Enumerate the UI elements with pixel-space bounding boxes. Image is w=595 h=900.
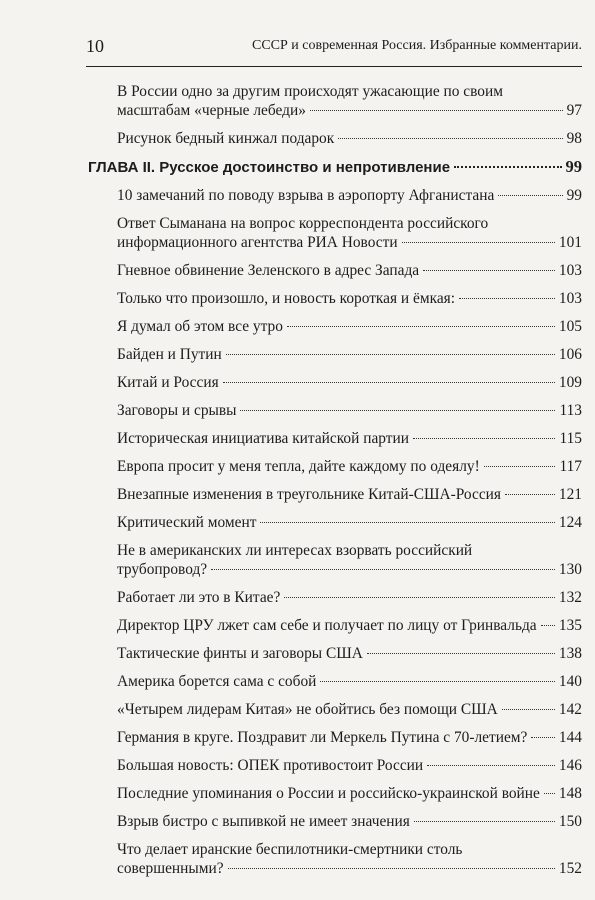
toc-entry-last-line xyxy=(117,345,582,364)
toc-entry xyxy=(117,345,582,364)
toc-entry-last-line xyxy=(117,756,582,775)
toc-entry-last-line xyxy=(117,784,582,803)
toc-entry-title-line: В России одно за другим происходят ужасающие по своим xyxy=(117,83,503,100)
dot-leader xyxy=(310,110,563,111)
toc-entry-last-line xyxy=(117,588,582,607)
dot-leader xyxy=(338,138,562,139)
table-of-contents xyxy=(88,82,582,887)
dot-leader xyxy=(413,438,556,439)
toc-entry-last-line xyxy=(117,457,582,476)
toc-entry xyxy=(117,401,582,420)
toc-entry-title: Рисунок бедный кинжал подарок xyxy=(117,130,335,147)
toc-entry-last-line xyxy=(117,289,582,308)
toc-page-number: 98 xyxy=(566,130,582,147)
toc-entry-last-line xyxy=(117,859,582,878)
toc-entry-last-line xyxy=(117,485,582,504)
toc-entry-title: Я думал об этом все утро xyxy=(117,318,283,335)
toc-page-number: 146 xyxy=(558,757,582,774)
toc-entry xyxy=(117,429,582,448)
toc-entry-last-line xyxy=(117,233,582,252)
toc-chapter-heading xyxy=(88,157,582,177)
toc-page-number: 152 xyxy=(558,860,582,877)
toc-entry-title-line: Не в американских ли интересах взорвать российский xyxy=(117,542,473,559)
toc-entry-last-line xyxy=(117,560,582,579)
toc-entry-title: информационного агентства РИА Новости xyxy=(117,234,398,251)
toc-entry-title: Последние упоминания о России и российско-украинской войне xyxy=(117,785,540,802)
toc-entry-last-line xyxy=(117,728,582,747)
toc-entry-title: Внезапные изменения в треугольнике Китай-США-Россия xyxy=(117,486,501,503)
toc-page-number: 105 xyxy=(558,318,582,335)
toc-entry xyxy=(117,513,582,532)
toc-entry xyxy=(117,756,582,775)
dot-leader xyxy=(502,709,555,710)
dot-leader xyxy=(541,625,555,626)
dot-leader xyxy=(223,382,555,383)
toc-page-number: 124 xyxy=(558,514,582,531)
toc-entry xyxy=(117,373,582,392)
toc-entry-last-line xyxy=(117,373,582,392)
toc-page-number: 132 xyxy=(558,589,582,606)
toc-entry-title: Германия в круге. Поздравит ли Меркель Путина с 70-летием? xyxy=(117,729,528,746)
toc-page-number: 140 xyxy=(558,673,582,690)
toc-entry-last-line xyxy=(117,186,582,205)
dot-leader xyxy=(402,242,555,243)
toc-page-number: 130 xyxy=(558,561,582,578)
toc-entry-title: Работает ли это в Китае? xyxy=(117,589,281,606)
dot-leader xyxy=(454,166,561,168)
toc-entry xyxy=(117,700,582,719)
toc-entry-title: Байден и Путин xyxy=(117,346,222,363)
toc-entry xyxy=(117,784,582,803)
toc-entry-title: Гневное обвинение Зеленского в адрес Запада xyxy=(117,262,420,279)
toc-entry-title: Тактические финты и заговоры США xyxy=(117,645,363,662)
toc-page-number: 150 xyxy=(558,813,582,830)
toc-page-number: 148 xyxy=(558,785,582,802)
toc-entry xyxy=(117,840,582,878)
toc-entry xyxy=(117,317,582,336)
toc-entry-title: Заговоры и срывы xyxy=(117,402,237,419)
toc-page-number: 97 xyxy=(566,102,582,119)
toc-entry-title: Большая новость: ОПЕК противостоит России xyxy=(117,757,424,774)
toc-entry-last-line xyxy=(117,129,582,148)
dot-leader xyxy=(320,681,555,682)
toc-page-number: 142 xyxy=(558,701,582,718)
toc-entry-last-line xyxy=(117,513,582,532)
toc-entry xyxy=(117,289,582,308)
toc-entry-last-line xyxy=(117,644,582,663)
toc-entry-last-line xyxy=(88,157,582,177)
dot-leader xyxy=(423,270,555,271)
toc-entry xyxy=(117,728,582,747)
toc-entry xyxy=(117,812,582,831)
toc-entry-last-line xyxy=(117,700,582,719)
toc-entry-last-line xyxy=(117,812,582,831)
toc-page-number: 113 xyxy=(559,402,582,419)
dot-leader xyxy=(284,597,555,598)
toc-entry-last-line xyxy=(117,317,582,336)
toc-entry-title: Европа просит у меня тепла, дайте каждому по одеялу! xyxy=(117,458,480,475)
toc-entry xyxy=(117,485,582,504)
toc-entry-title: Критический момент xyxy=(117,514,257,531)
toc-page-number: 103 xyxy=(558,262,582,279)
toc-page-number: 101 xyxy=(558,234,582,251)
toc-page-number: 99 xyxy=(565,157,582,176)
toc-entry xyxy=(117,82,582,120)
dot-leader xyxy=(498,195,562,196)
dot-leader xyxy=(459,298,555,299)
dot-leader xyxy=(240,410,555,411)
toc-entry xyxy=(117,616,582,635)
toc-entry-last-line xyxy=(117,401,582,420)
toc-entry xyxy=(117,644,582,663)
toc-page-number: 103 xyxy=(558,290,582,307)
toc-entry xyxy=(117,129,582,148)
toc-page-number: 109 xyxy=(558,374,582,391)
toc-entry-last-line xyxy=(117,101,582,120)
toc-page-number: 138 xyxy=(558,645,582,662)
running-title: СССР и современная Россия. Избранные комментарии. xyxy=(251,38,582,53)
dot-leader xyxy=(484,466,556,467)
toc-entry xyxy=(117,588,582,607)
toc-entry xyxy=(117,672,582,691)
page-number: 10 xyxy=(86,36,104,56)
dot-leader xyxy=(260,522,554,523)
toc-page-number: 99 xyxy=(566,187,582,204)
toc-entry-title: масштабам «черные лебеди» xyxy=(117,102,306,119)
toc-entry-title: Историческая инициатива китайской партии xyxy=(117,430,409,447)
toc-page-number: 144 xyxy=(558,729,582,746)
toc-entry xyxy=(117,186,582,205)
toc-entry-title: «Четырем лидерам Китая» не обойтись без помощи США xyxy=(117,701,498,718)
dot-leader xyxy=(505,494,555,495)
dot-leader xyxy=(544,793,555,794)
toc-entry-title: Только что произошло, и новость короткая и ёмкая: xyxy=(117,290,456,307)
toc-entry-last-line xyxy=(117,261,582,280)
dot-leader xyxy=(287,326,555,327)
toc-page-number: 115 xyxy=(559,430,582,447)
toc-entry-last-line xyxy=(117,616,582,635)
toc-entry xyxy=(117,457,582,476)
toc-page-number: 106 xyxy=(558,346,582,363)
toc-entry-title: Китай и Россия xyxy=(117,374,219,391)
dot-leader xyxy=(226,354,555,355)
toc-entry-title: Директор ЦРУ лжет сам себе и получает по лицу от Гринвальда xyxy=(117,617,537,634)
toc-entry-title-line: Ответ Сыманана на вопрос корреспондента российского xyxy=(117,215,489,232)
toc-entry xyxy=(117,214,582,252)
toc-page-number: 117 xyxy=(559,458,582,475)
toc-entry-last-line xyxy=(117,672,582,691)
toc-entry-title-line: Что делает иранские беспилотники-смертники столь xyxy=(117,841,463,858)
toc-entry-title: Взрыв бистро с выпивкой не имеет значения xyxy=(117,813,410,830)
dot-leader xyxy=(414,821,555,822)
dot-leader xyxy=(367,653,555,654)
dot-leader xyxy=(211,569,555,570)
toc-page-number: 121 xyxy=(558,486,582,503)
toc-page-number: 135 xyxy=(558,617,582,634)
toc-entry-title: ГЛАВА II. Русское достоинство и непротивление xyxy=(88,159,451,176)
toc-entry-title: 10 замечаний по поводу взрыва в аэропорту Афганистана xyxy=(117,187,495,204)
toc-entry-last-line xyxy=(117,429,582,448)
toc-entry-title: Америка борется сама с собой xyxy=(117,673,317,690)
toc-entry xyxy=(117,541,582,579)
dot-leader xyxy=(427,765,555,766)
dot-leader xyxy=(228,868,555,869)
page-header xyxy=(86,36,582,67)
toc-entry-title: трубопровод? xyxy=(117,561,208,578)
toc-entry xyxy=(117,261,582,280)
dot-leader xyxy=(531,737,555,738)
toc-entry-title: совершенными? xyxy=(117,860,224,877)
